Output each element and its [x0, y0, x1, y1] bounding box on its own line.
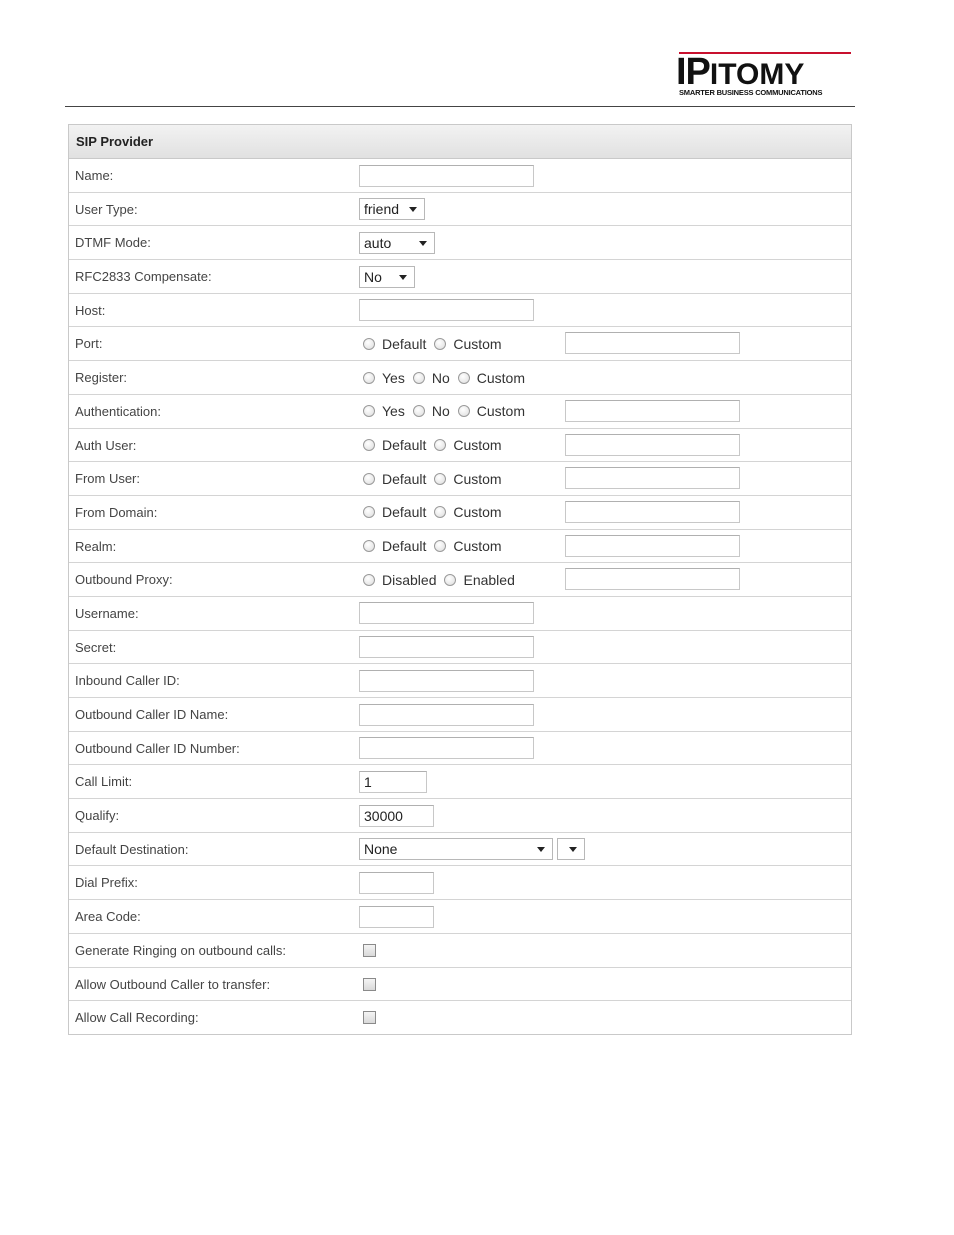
- authentication-no-radio[interactable]: [413, 405, 425, 417]
- row-outbound-caller-id-name: [69, 698, 851, 732]
- from-domain-custom-label: Custom: [453, 504, 502, 521]
- rfc2833-value: No: [364, 268, 382, 285]
- from-domain-label: From Domain:: [75, 504, 158, 520]
- user-type-label: User Type:: [75, 201, 138, 217]
- header-divider: [65, 106, 855, 107]
- default-destination-label: Default Destination:: [75, 841, 189, 857]
- generate-ringing-checkbox[interactable]: [363, 944, 376, 957]
- from-user-custom-input[interactable]: [565, 467, 740, 489]
- default-destination-select[interactable]: [359, 838, 553, 860]
- row-name: [69, 159, 851, 193]
- default-destination-secondary-select[interactable]: [557, 838, 585, 860]
- chevron-down-icon: [419, 241, 427, 246]
- authentication-yes-label: Yes: [382, 403, 405, 420]
- authentication-yes-radio[interactable]: [363, 405, 375, 417]
- row-call-limit: [69, 765, 851, 799]
- row-register: [69, 361, 851, 395]
- outbound-proxy-disabled-label: Disabled: [382, 571, 437, 588]
- authentication-custom-radio[interactable]: [458, 405, 470, 417]
- host-label: Host:: [75, 302, 106, 318]
- form-title: SIP Provider: [69, 125, 851, 159]
- from-user-label: From User:: [75, 471, 140, 487]
- row-outbound-caller-id-number: [69, 732, 851, 766]
- call-limit-label: Call Limit:: [75, 774, 133, 790]
- user-type-value: friend: [364, 201, 400, 218]
- realm-default-radio[interactable]: [363, 540, 375, 552]
- auth-user-custom-input[interactable]: [565, 434, 740, 456]
- rfc2833-label: RFC2833 Compensate:: [75, 269, 212, 285]
- row-host: [69, 294, 851, 328]
- register-label: Register:: [75, 370, 128, 386]
- name-label: Name:: [75, 168, 114, 183]
- row-inbound-caller-id: [69, 664, 851, 698]
- row-allow-transfer: [69, 968, 851, 1002]
- outbound-caller-id-number-input[interactable]: [359, 737, 534, 759]
- area-code-label: Area Code:: [75, 909, 141, 925]
- outbound-proxy-input[interactable]: [565, 568, 740, 590]
- auth-user-default-radio[interactable]: [363, 439, 375, 451]
- logo-wordmark: IPITOMY: [676, 51, 805, 93]
- host-input[interactable]: [359, 299, 534, 321]
- outbound-proxy-enabled-label: Enabled: [463, 571, 515, 588]
- port-default-radio[interactable]: [363, 338, 375, 350]
- authentication-custom-label: Custom: [476, 403, 525, 420]
- rfc2833-select[interactable]: [359, 266, 415, 288]
- row-default-destination: [69, 833, 851, 867]
- user-type-select[interactable]: [359, 198, 425, 220]
- qualify-input[interactable]: 30000: [359, 805, 434, 827]
- dtmf-mode-value: auto: [364, 234, 392, 251]
- call-limit-input[interactable]: 1: [359, 771, 427, 793]
- port-label: Port:: [75, 336, 103, 352]
- row-generate-ringing: [69, 934, 851, 968]
- auth-user-label: Auth User:: [75, 437, 137, 453]
- authentication-no-label: No: [431, 403, 450, 420]
- row-dtmf-mode: [69, 226, 851, 260]
- row-secret: [69, 631, 851, 665]
- inbound-caller-id-input[interactable]: [359, 670, 534, 692]
- from-user-default-radio[interactable]: [363, 473, 375, 485]
- row-user-type: [69, 193, 851, 227]
- row-outbound-proxy: [69, 563, 851, 597]
- dial-prefix-label: Dial Prefix:: [75, 875, 138, 891]
- area-code-input[interactable]: [359, 906, 434, 928]
- row-allow-recording: [69, 1001, 851, 1035]
- row-area-code: [69, 900, 851, 934]
- sip-provider-form: [68, 124, 852, 1035]
- dial-prefix-input[interactable]: [359, 872, 434, 894]
- row-qualify: [69, 799, 851, 833]
- allow-recording-label: Allow Call Recording:: [75, 1010, 199, 1026]
- generate-ringing-label: Generate Ringing on outbound calls:: [75, 942, 287, 958]
- row-dial-prefix: [69, 866, 851, 900]
- row-port: [69, 327, 851, 361]
- row-rfc2833: [69, 260, 851, 294]
- outbound-proxy-label: Outbound Proxy:: [75, 572, 173, 588]
- allow-recording-checkbox[interactable]: [363, 1011, 376, 1024]
- port-default-label: Default: [382, 335, 427, 352]
- port-custom-input[interactable]: [565, 332, 740, 354]
- username-label: Username:: [75, 605, 139, 621]
- qualify-label: Qualify:: [75, 808, 120, 824]
- register-custom-label: Custom: [476, 369, 525, 386]
- realm-label: Realm:: [75, 538, 117, 554]
- realm-custom-radio[interactable]: [434, 540, 446, 552]
- auth-user-custom-label: Custom: [453, 437, 502, 453]
- secret-label: Secret:: [75, 639, 117, 655]
- row-username: [69, 597, 851, 631]
- authentication-label: Authentication:: [75, 403, 162, 419]
- register-custom-radio[interactable]: [458, 372, 470, 384]
- outbound-caller-id-number-label: Outbound Caller ID Number:: [75, 740, 240, 756]
- default-destination-value: None: [364, 841, 398, 858]
- from-user-custom-radio[interactable]: [434, 473, 446, 485]
- from-user-custom-label: Custom: [453, 470, 502, 487]
- port-custom-radio[interactable]: [434, 338, 446, 350]
- chevron-down-icon: [399, 275, 407, 280]
- from-user-default-label: Default: [382, 470, 427, 487]
- authentication-custom-input[interactable]: [565, 400, 740, 422]
- outbound-caller-id-name-label: Outbound Caller ID Name:: [75, 707, 229, 722]
- row-realm: [69, 530, 851, 564]
- port-custom-label: Custom: [453, 335, 502, 352]
- from-domain-custom-radio[interactable]: [434, 506, 446, 518]
- row-from-user: [69, 462, 851, 496]
- realm-default-label: Default: [382, 538, 427, 555]
- ipitomy-logo: [676, 50, 854, 100]
- chevron-down-icon: [409, 207, 417, 212]
- chevron-down-icon: [569, 847, 577, 852]
- inbound-caller-id-label: Inbound Caller ID:: [75, 673, 180, 689]
- dtmf-mode-label: DTMF Mode:: [75, 235, 151, 251]
- outbound-proxy-disabled-radio[interactable]: [363, 574, 375, 586]
- secret-input[interactable]: [359, 636, 534, 658]
- register-no-radio[interactable]: [413, 372, 425, 384]
- realm-custom-label: Custom: [453, 538, 502, 555]
- register-no-label: No: [431, 369, 450, 386]
- register-yes-radio[interactable]: [363, 372, 375, 384]
- dtmf-mode-select[interactable]: [359, 232, 435, 254]
- name-input[interactable]: [359, 165, 534, 187]
- logo-tagline: SMARTER BUSINESS COMMUNICATIONS: [679, 88, 823, 97]
- from-domain-default-label: Default: [382, 504, 427, 521]
- auth-user-custom-radio[interactable]: [434, 439, 446, 451]
- realm-custom-input[interactable]: [565, 535, 740, 557]
- username-input[interactable]: [359, 602, 534, 624]
- from-domain-custom-input[interactable]: [565, 501, 740, 523]
- outbound-caller-id-name-input[interactable]: [359, 704, 534, 726]
- row-authentication: [69, 395, 851, 429]
- register-yes-label: Yes: [382, 369, 405, 386]
- auth-user-default-label: Default: [382, 437, 427, 453]
- row-from-domain: [69, 496, 851, 530]
- outbound-proxy-enabled-radio[interactable]: [444, 574, 456, 586]
- from-domain-default-radio[interactable]: [363, 506, 375, 518]
- chevron-down-icon: [537, 847, 545, 852]
- allow-transfer-label: Allow Outbound Caller to transfer:: [75, 976, 271, 992]
- row-auth-user: [69, 429, 851, 463]
- allow-transfer-checkbox[interactable]: [363, 978, 376, 991]
